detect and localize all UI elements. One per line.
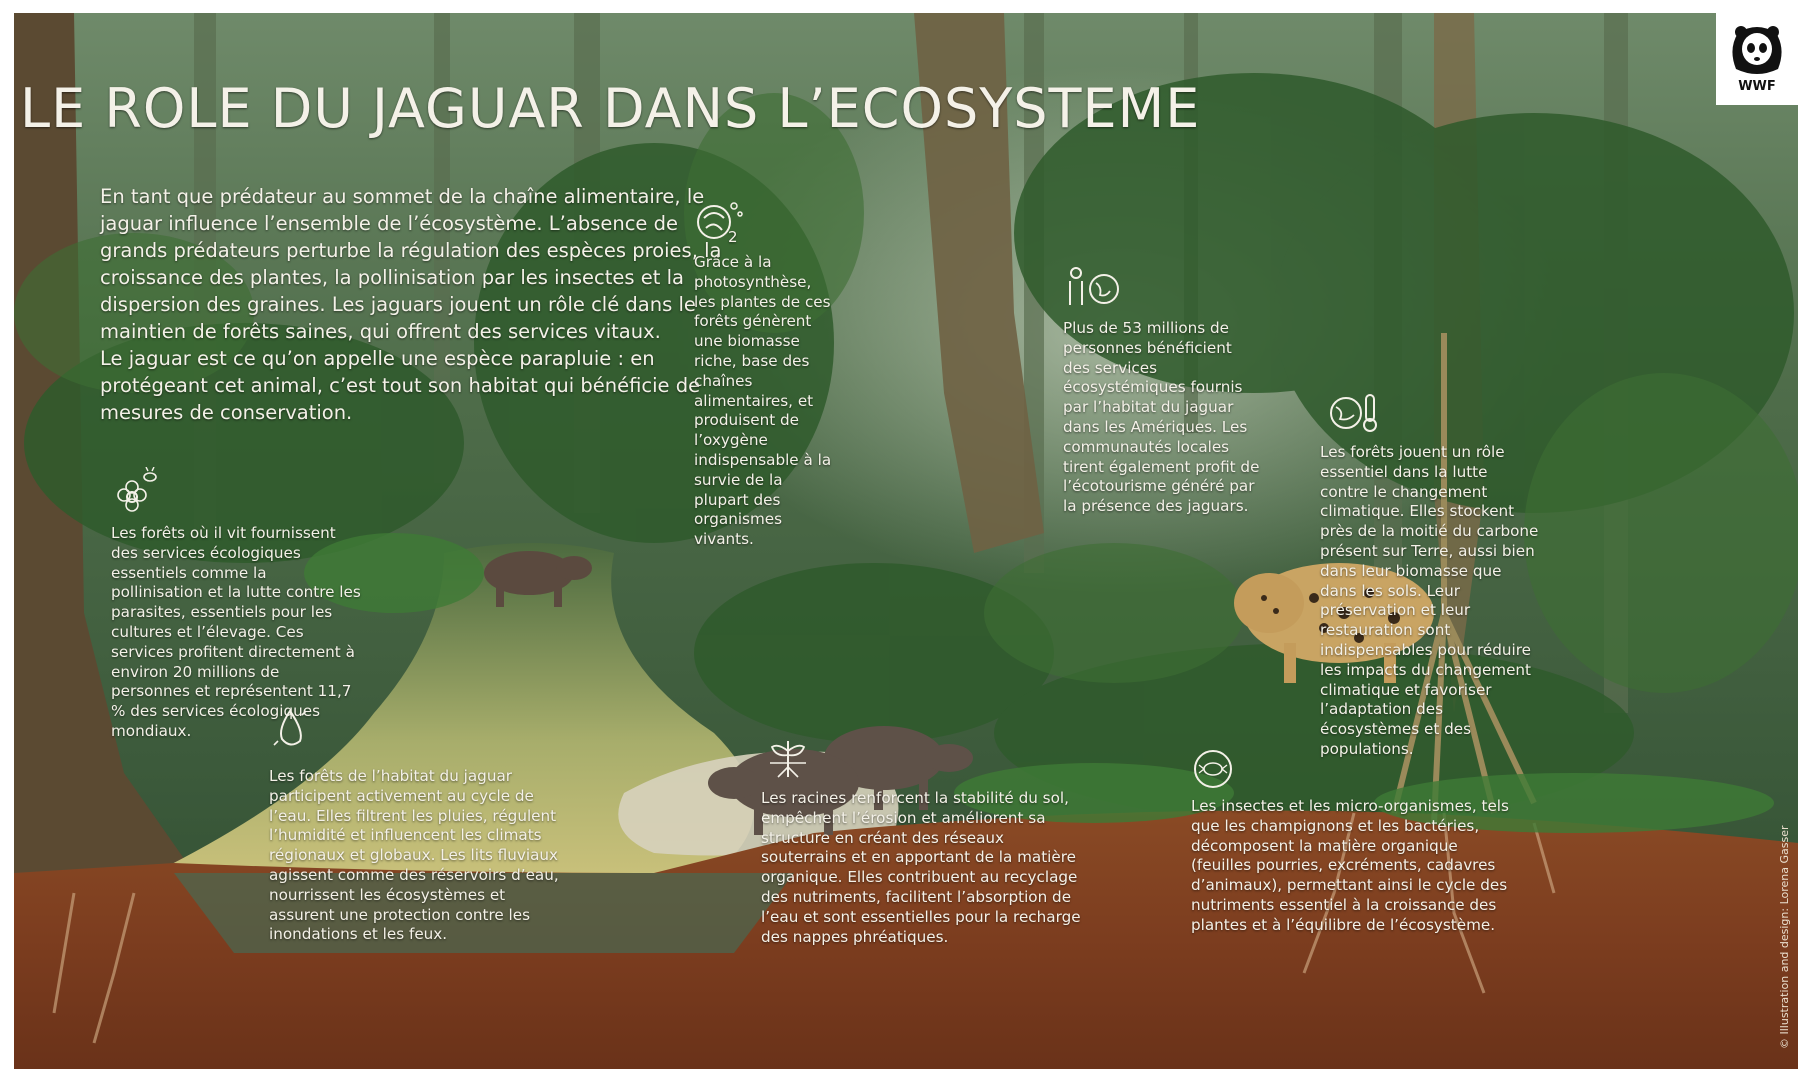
people-text: Plus de 53 millions de personnes bénéficient des services écosystémiques fournis par l’habitat du jaguar dans les Amériques. Les communautés locales tirent également profit de l’écotourisme généré par la présence des jaguars. [1063, 319, 1260, 516]
wwf-logo [1716, 13, 1798, 105]
intro-paragraph-2: Le jaguar est ce qu’on appelle une espèce parapluie : en protégeant cet animal, c’est tout son habitat qui bénéficie de mesures de conservation. [100, 347, 701, 424]
pollination-text: Les forêts où il vit fournissent des services écologiques essentiels comme la pollinisation et la lutte contre les parasites, essentiels pour les cultures et l’élevage. Ces services profitent directement à environ 20 millions de personnes et représentent 11,7 % des services écologiques mondiaux. [111, 524, 361, 740]
roots-text: Les racines renforcent la stabilité du sol, empêchent l’érosion et améliorent sa structure en créant des réseaux souterrains et en apportant de la matière organique. Elles contribuent au recyclage des nutriments, facilitent l’absorption de l’eau et sont essentielles pour la recharge des nappes phréatiques. [761, 789, 1081, 946]
water-text: Les forêts de l’habitat du jaguar participent activement au cycle de l’eau. Elles filtrent les pluies, régulent l’humidité et influencent les climats régionaux et globaux. Les lits fluviaux agissent comme des réservoirs d’eau, nourrissent les écosystèmes et assurent une protection contre les inondations et les feux. [269, 767, 559, 944]
microorganism-icon [1191, 747, 1235, 791]
wwf-logo-text: WWF [1738, 79, 1776, 94]
flower-bee-icon [114, 467, 164, 515]
people-globe-icon [1066, 265, 1122, 311]
illustration-credit: © Illustration and design: Lorena Gasser [1778, 825, 1791, 1049]
photosynthesis-text: Grâce à la photosynthèse, les plantes de ces forêts génèrent une biomasse riche, base des chaînes alimentaires, et produisent de l’oxygène indispensable à la survie de la plupart des organismes vivants. [694, 253, 832, 549]
sprout-roots-icon [766, 737, 810, 781]
globe-thermometer-icon [1328, 391, 1380, 435]
page-title: LE ROLE DU JAGUAR DANS L’ECOSYSTEME [20, 77, 1201, 140]
jungle-infographic [14, 13, 1798, 1069]
decomposers-text: Les insectes et les micro-organismes, tels que les champignons et les bactéries, décomposent la matière organique (feuilles pourries, excréments, cadavres d’animaux), permettant ainsi le cycle des nutriments essentiel à la croissance des plantes et à l’équilibre de l’écosystème. [1191, 797, 1509, 934]
water-drop-icon [272, 707, 312, 751]
intro-paragraph-1: En tant que prédateur au sommet de la chaîne alimentaire, le jaguar influence l’ensemble de l’écosystème. L’absence de grands prédateurs perturbe la régulation des espèces proies, la croissance des plantes, la pollinisation par les insectes et la dispersion des graines. Les jaguars jouent un rôle clé dans le maintien de forêts saines, qui offrent des services vitaux. [100, 185, 722, 343]
climate-text: Les forêts jouent un rôle essentiel dans la lutte contre le changement climatique. Elles stockent près de la moitié du carbone présent sur Terre, aussi bien dans leur biomasse que dans les sols. Leur préservation et leur restauration sont indispensables pour réduire les impacts du changement climatique et favoriser l’adaptation des écosystèmes et des populations. [1320, 443, 1539, 758]
co2-icon [694, 198, 746, 246]
intro-text [100, 183, 740, 426]
co2-subscript: 2 [728, 228, 738, 246]
